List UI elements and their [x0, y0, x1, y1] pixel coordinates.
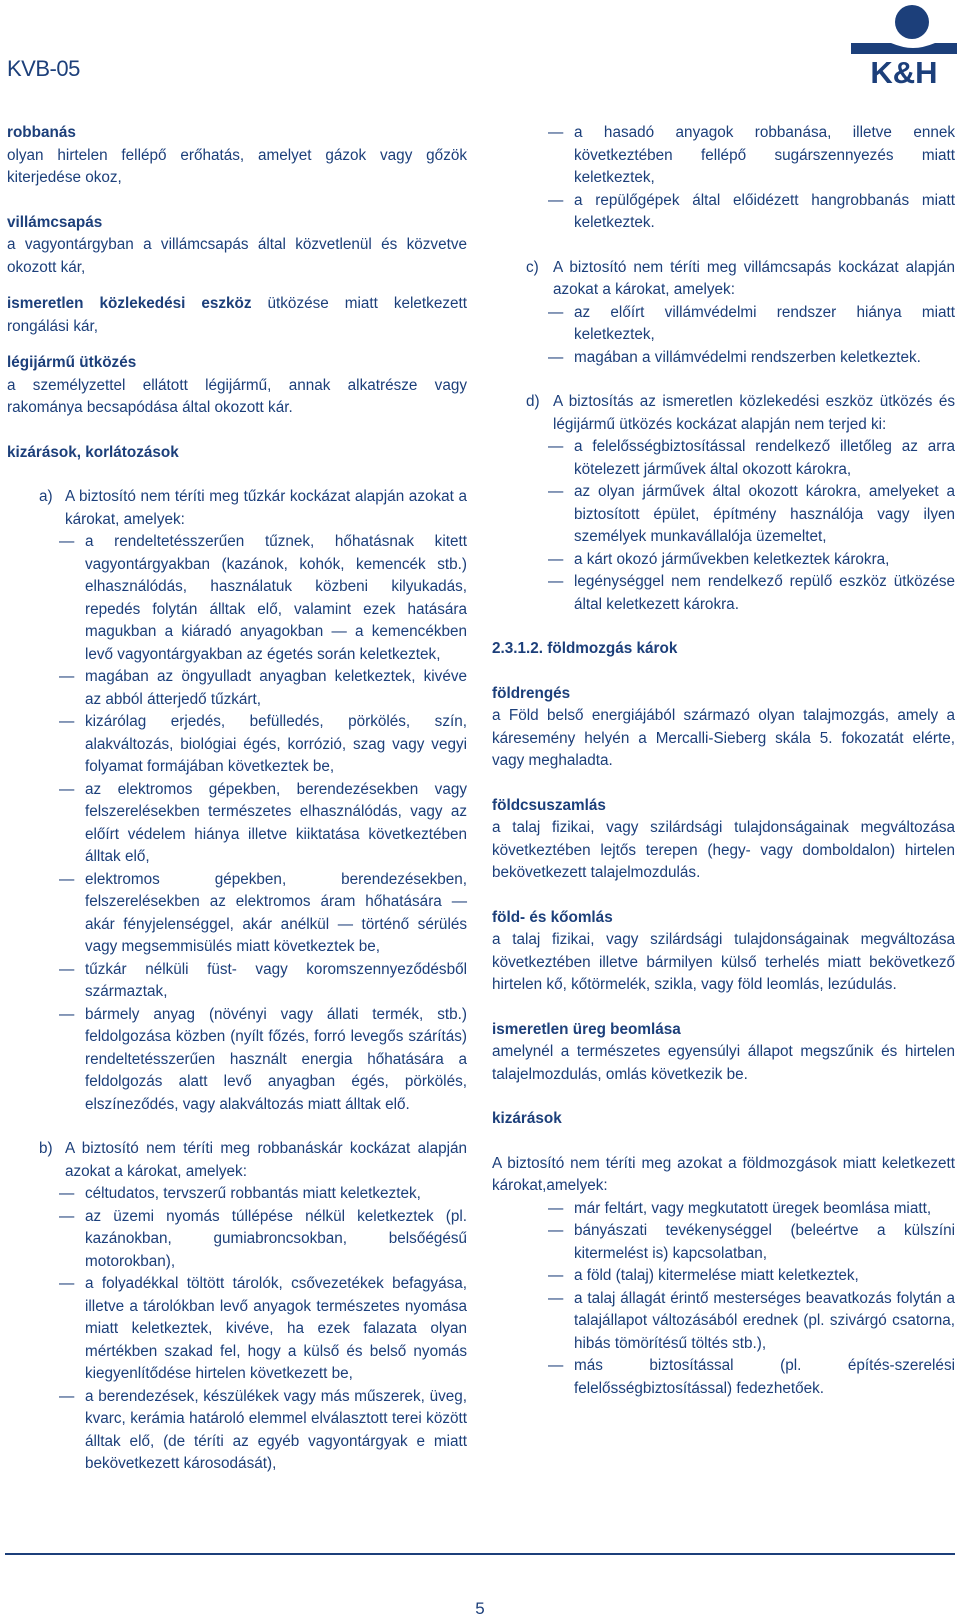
- term-ismeretlen-kozlekedesi-eszkoz: ismeretlen közlekedési eszköz: [7, 295, 252, 312]
- clause-a-list: [7, 531, 467, 1116]
- list-item: — magában a villámvédelmi rendszerben keletkeztek.: [492, 347, 955, 370]
- list-item: — a felelősségbiztosítással rendelkező illetőleg az arra kötelezett járművek által okozott károkra,: [492, 436, 955, 481]
- clause-a-text: A biztosító nem téríti meg tűzkár kockázat alapján azokat a károkat, amelyek:: [65, 488, 467, 528]
- heading-kizarasok: kizárások: [492, 1110, 562, 1127]
- definition-ismeretlen-text: ütközése miatt keletkezett rongálási kár,: [7, 295, 467, 335]
- definition-legijarmu-utkozes: a személyzettel ellátott légijármű, annak alkatrésze vagy rakománya becsapódása által okozott kár.: [7, 376, 467, 416]
- list-item: — a hasadó anyagok robbanása, illetve ennek következtében fellépő sugárszennyezés miatt keletkeztek,: [492, 122, 955, 190]
- list-item: — a föld (talaj) kitermelése miatt keletkeztek,: [492, 1265, 955, 1288]
- term-foldcsuszamlas: földcsuszamlás: [492, 796, 606, 814]
- list-item: — a talaj állagát érintő mesterséges beavatkozás folytán a talajállapot változásából erednek (pl. szivárgó csatorna, hibás tömörítésű töltés stb.),: [492, 1288, 955, 1356]
- clause-a-marker: a): [39, 488, 53, 505]
- clause-d-list: [492, 436, 955, 616]
- list-item: — bányászati tevékenységgel (beleértve a külszíni kitermelést is) kapcsolatban,: [492, 1220, 955, 1265]
- list-item: — kizárólag erjedés, befülledés, pörkölés, szín, alakváltozás, biológiai égés, korrózió, szag vagy vegyi folyamat formájában következtek be,: [7, 711, 467, 779]
- clause-c-marker: c): [526, 258, 539, 276]
- list-item: — céltudatos, tervszerű robbantás miatt keletkeztek,: [7, 1183, 467, 1206]
- clause-c-list: [492, 302, 955, 370]
- list-item: — a kárt okozó járművekben keletkeztek károkra,: [492, 549, 955, 572]
- definition-villamcsapas: a vagyontárgyban a villámcsapás által közvetlenül és közvetve okozott kár,: [7, 236, 467, 276]
- list-item: — magában az öngyulladt anyagban keletkeztek, kivéve az abból átterjedő tűzkárt,: [7, 666, 467, 711]
- definition-fold-es-koomlas: a talaj fizikai, vagy szilárdsági tulajdonságainak megváltozása következtében illetve bármilyen külső terhelés miatt bekövetkező hirtelen kő, kőtörmelék, szikla, vagy föld leomlás, lezúdulás.: [492, 931, 955, 993]
- term-legijarmu-utkozes: légijármű ütközés: [7, 354, 137, 371]
- list-item: — már feltárt, vagy megkutatott üregek beomlása miatt,: [492, 1198, 955, 1221]
- clause-b-marker: b): [39, 1140, 53, 1157]
- clause-b-continued-list: [492, 122, 955, 235]
- list-item: — bármely anyag (növényi vagy állati termék, stb.) feldolgozása közben (nyílt főzés, forró levegős szárítás) rendeltetésszerűen használt energia hőhatására a feldolgozás alatt levő anyagban égés, pörkölés, elszíneződés, vagy alakváltozás miatt álltak elő.: [7, 1004, 467, 1117]
- heading-kizarasok-korlatozasok: kizárások, korlátozások: [7, 443, 179, 461]
- page-number: 5: [475, 1599, 485, 1618]
- clause-b: [7, 1138, 467, 1183]
- list-item: — tűzkár nélküli füst- vagy koromszennyeződésből származtak,: [7, 959, 467, 1004]
- footer-divider: [5, 1553, 955, 1555]
- clause-c-text: A biztosító nem téríti meg villámcsapás kockázat alapján azokat a károkat, amelyek:: [553, 258, 955, 298]
- left-column: [7, 122, 467, 1476]
- list-item: — legénységgel nem rendelkező repülő eszköz ütközése által keletkezett károkra.: [492, 571, 955, 616]
- list-item: — az üzemi nyomás túllépése nélkül keletkeztek (pl. kazánokban, gumiabroncsokban, belsőégésű motorokban),: [7, 1206, 467, 1274]
- kizarasok-intro: A biztosító nem téríti meg azokat a földmozgások miatt keletkezett károkat,amelyek:: [492, 1154, 955, 1194]
- definition-ismeretlen-ureg-beomlasa: amelynél a természetes egyensúlyi állapot megszűnik és hirtelen talajelmozdulás, omlás következik be.: [492, 1043, 955, 1083]
- list-item: — a folyadékkal töltött tárolók, csővezetékek befagyása, illetve a tárolókban levő anyagok természetes nyomása miatt keletkeztek, kivéve, ha ezek falazata olyan mértékben szakad fel, hogy a külső és belső nyomás kiegyenlítődése hirtelen következett be,: [7, 1273, 467, 1386]
- clause-c: [492, 257, 955, 302]
- clause-d-text: A biztosítás az ismeretlen közlekedési eszköz ütközés és légijármű ütközés kockázat alapján nem terjed ki:: [553, 393, 955, 433]
- clause-d: [492, 391, 955, 436]
- list-item: — elektromos gépekben, berendezésekben, felszerelésekben az elektromos áram hőhatására — akár fényjelenséggel, akár anélkül — történő sérülés vagy megsemmisülés miatt következtek be,: [7, 869, 467, 959]
- kh-logo: [851, 4, 957, 86]
- list-item: — más biztosítással (pl. építés-szerelési felelősségbiztosítással) fedezhetőek.: [492, 1355, 955, 1400]
- term-robbanas: robbanás: [7, 124, 76, 141]
- kizarasok-list: [492, 1198, 955, 1401]
- list-item: — az előírt villámvédelmi rendszer hiánya miatt keletkeztek,: [492, 302, 955, 347]
- list-item: — a repülőgépek által előidézett hangrobbanás miatt keletkeztek.: [492, 190, 955, 235]
- document-code: KVB-05: [7, 56, 80, 81]
- clause-b-list: [7, 1183, 467, 1476]
- definition-foldcsuszamlas: a talaj fizikai, vagy szilárdsági tulajdonságainak megváltozása következtében lejtős terepen (hegy- vagy domboldalon) hirtelen bekövetkezett talajelmozdulás.: [492, 819, 955, 881]
- definition-ismeretlen-kozlekedesi-eszkoz: [7, 293, 467, 338]
- clause-a: [7, 486, 467, 531]
- list-item: — az olyan járművek által okozott károkra, amelyeket a biztosított épület, építmény használója vagy ilyen személyek munkavállalója üzemeltet,: [492, 481, 955, 549]
- clause-b-text: A biztosító nem téríti meg robbanáskár kockázat alapján azokat a károkat, amelyek:: [65, 1140, 467, 1180]
- list-item: — a berendezések, készülékek vagy más műszerek, üveg, kvarc, kerámia határoló elemmel elválasztott terei között álltak elő, (de téríti az egyéb vagyontárgyak e miatt bekövetkezett károsodását),: [7, 1386, 467, 1476]
- clause-d-marker: d): [526, 393, 540, 410]
- definition-foldrenges: a Föld belső energiájából származó olyan talajmozgás, amely a káresemény helyén a Mercalli-Sieberg skála 5. fokozatát elérte, vagy meghaladta.: [492, 707, 955, 769]
- heading-foldmozgas-karok: 2.3.1.2. földmozgás károk: [492, 640, 678, 657]
- term-villamcsapas: villámcsapás: [7, 213, 103, 231]
- logo-text: K&H: [870, 55, 938, 86]
- term-fold-es-koomlas: föld- és kőomlás: [492, 908, 613, 926]
- definition-robbanas: olyan hirtelen fellépő erőhatás, amelyet gázok vagy gőzök kiterjedése okoz,: [7, 146, 467, 186]
- right-column: [492, 122, 955, 1400]
- list-item: — a rendeltetésszerűen tűznek, hőhatásnak kitett vagyontárgyakban (kazánok, kohók, kemencék stb.) elhasználódás, használatuk közbeni kilyukadás, repedés folytán álltak elő, valamint ezek hatására magukban a kiáradó anyagokban — a kemencékben levő vagyontárgyakban az égetés során keletkeztek,: [7, 531, 467, 666]
- term-ismeretlen-ureg-beomlasa: ismeretlen üreg beomlása: [492, 1020, 681, 1038]
- list-item: — az elektromos gépekben, berendezésekben vagy felszerelésekben természetes elhasználódás, vagy az előírt védelem hiánya illetve kiiktatása következtében álltak elő,: [7, 779, 467, 869]
- term-foldrenges: földrengés: [492, 684, 571, 702]
